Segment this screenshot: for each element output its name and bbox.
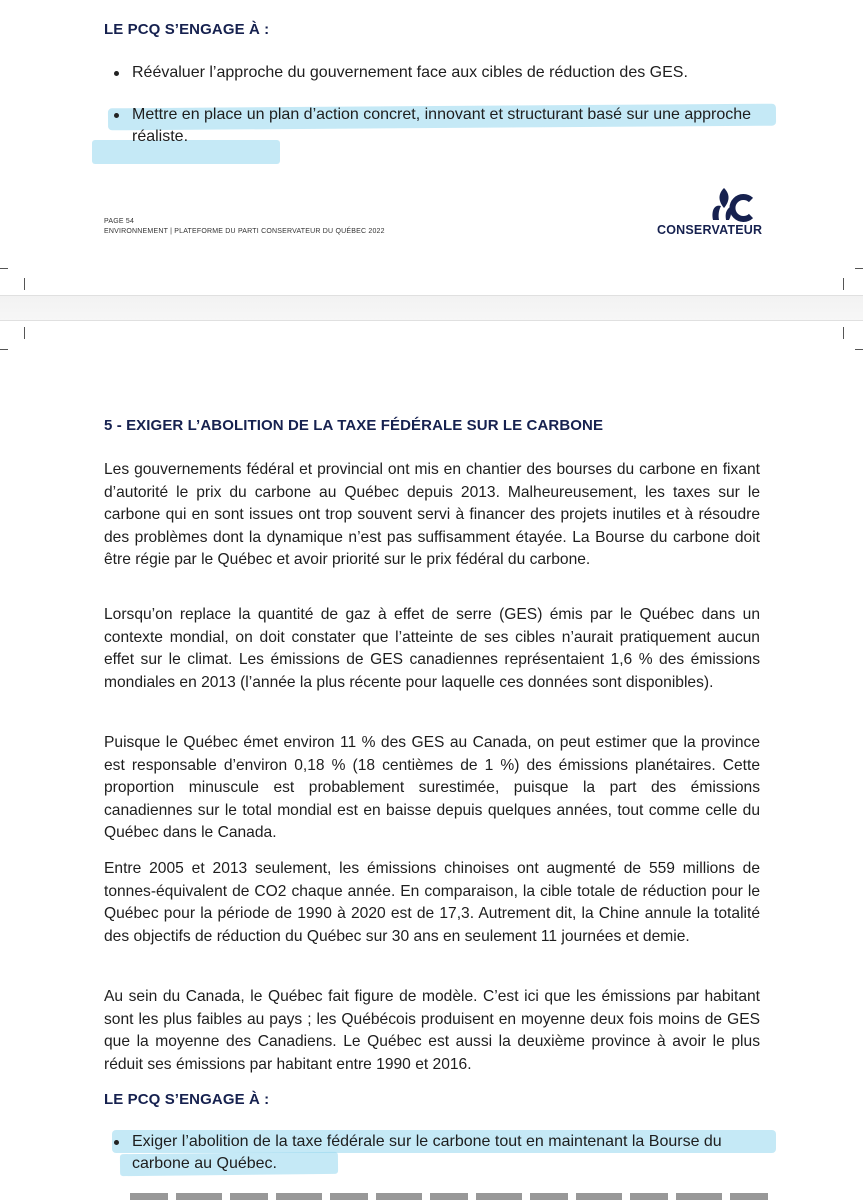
section-title: 5 - EXIGER L’ABOLITION DE LA TAXE FÉDÉRALE SUR LE CARBONE: [104, 417, 604, 434]
paragraph: Au sein du Canada, le Québec fait figure de modèle. C’est ici que les émissions par habitant sont les plus faibles au pays ; les Québécois produisent en moyenne deux fois moins de GES que la moyenne des Canadiens. Le Québec est aussi la deuxième province à avoir le plus réduit ses émissions par habitant entre 1990 et 2016.: [104, 988, 760, 1073]
crop-mark: [855, 268, 863, 269]
paragraph: Lorsqu’on replace la quantité de gaz à effet de serre (GES) émis par le Québec dans un contexte mondial, on doit constater que l’atteinte de ses cibles n’aurait pratiquement aucun effet sur le climat. Les émissions de GES canadiennes représentaient 1,6 % des émissions mondiales en 2013 (l’année la plus récente pour laquelle ces données sont disponibles).: [104, 606, 760, 691]
crop-mark: [0, 268, 8, 269]
footer-text: ENVIRONNEMENT | PLATEFORME DU PARTI CONSERVATEUR DU QUÉBEC 2022: [104, 228, 385, 235]
bullet-text: Réévaluer l’approche du gouvernement face aux cibles de réduction des GES.: [132, 64, 688, 81]
commitment-heading: LE PCQ S’ENGAGE À :: [104, 1091, 270, 1108]
crop-mark: [843, 278, 844, 290]
paragraph: Puisque le Québec émet environ 11 % des GES au Canada, on peut estimer que la province est responsable d’environ 0,18 % (18 centièmes de 1 %) des émissions planétaires. Cette proportion minuscule est probablement surestimée, puisque la part des émissions canadiennes sur le total mondial est en baisse depuis quelques années, tout comme celle du Québec dans le Canada.: [104, 734, 760, 842]
paragraph: Entre 2005 et 2013 seulement, les émissions chinoises ont augmenté de 559 millions de tonnes-équivalent de CO2 chaque année. En comparaison, la cible totale de réduction pour le Québec pour la période de 1990 à 2020 est de 17,3. Autrement dit, la Chine annule la totalité des objectifs de réduction du Québec sur 30 ans en seulement 11 journées et demie.: [104, 860, 760, 945]
commitment-list: [112, 62, 772, 148]
bullet-icon: [114, 113, 119, 118]
page-break: [0, 295, 863, 321]
commitment-heading: LE PCQ S’ENGAGE À :: [104, 21, 270, 38]
logo-wordmark: CONSERVATEUR: [657, 223, 763, 237]
page-number: PAGE 54: [104, 218, 135, 225]
paragraph: Les gouvernements fédéral et provincial ont mis en chantier des bourses du carbone en fixant d’autorité le prix du carbone au Québec depuis 2013. Malheureusement, les taxes sur le carbone qui en sont issues ont trop souvent servi à financer des projets inutiles et à résoudre des problèmes dont la dynamique n’est pas suffisamment étayée. La Bourse du carbone doit être régie par le Québec et avoir priorité sur le prix fédéral du carbone.: [104, 461, 760, 569]
cut-off-text-line: [130, 1193, 770, 1200]
list-item: [112, 1131, 772, 1175]
commitment-list: [112, 1131, 772, 1175]
bullet-icon: [114, 71, 119, 76]
bullet-text: Exiger l’abolition de la taxe fédérale sur le carbone tout en maintenant la Bourse du carbone au Québec.: [132, 1133, 722, 1172]
crop-mark: [24, 327, 25, 339]
bullet-icon: [114, 1140, 119, 1145]
list-item: [112, 104, 772, 148]
fleur-de-lis-icon: [710, 186, 754, 222]
crop-mark: [843, 327, 844, 339]
crop-mark: [24, 278, 25, 290]
bullet-text: Mettre en place un plan d’action concret, innovant et structurant basé sur une approche réaliste.: [132, 106, 752, 145]
conservateur-logo: [650, 186, 768, 238]
crop-mark: [0, 349, 8, 350]
crop-mark: [855, 349, 863, 350]
list-item: [112, 62, 772, 84]
